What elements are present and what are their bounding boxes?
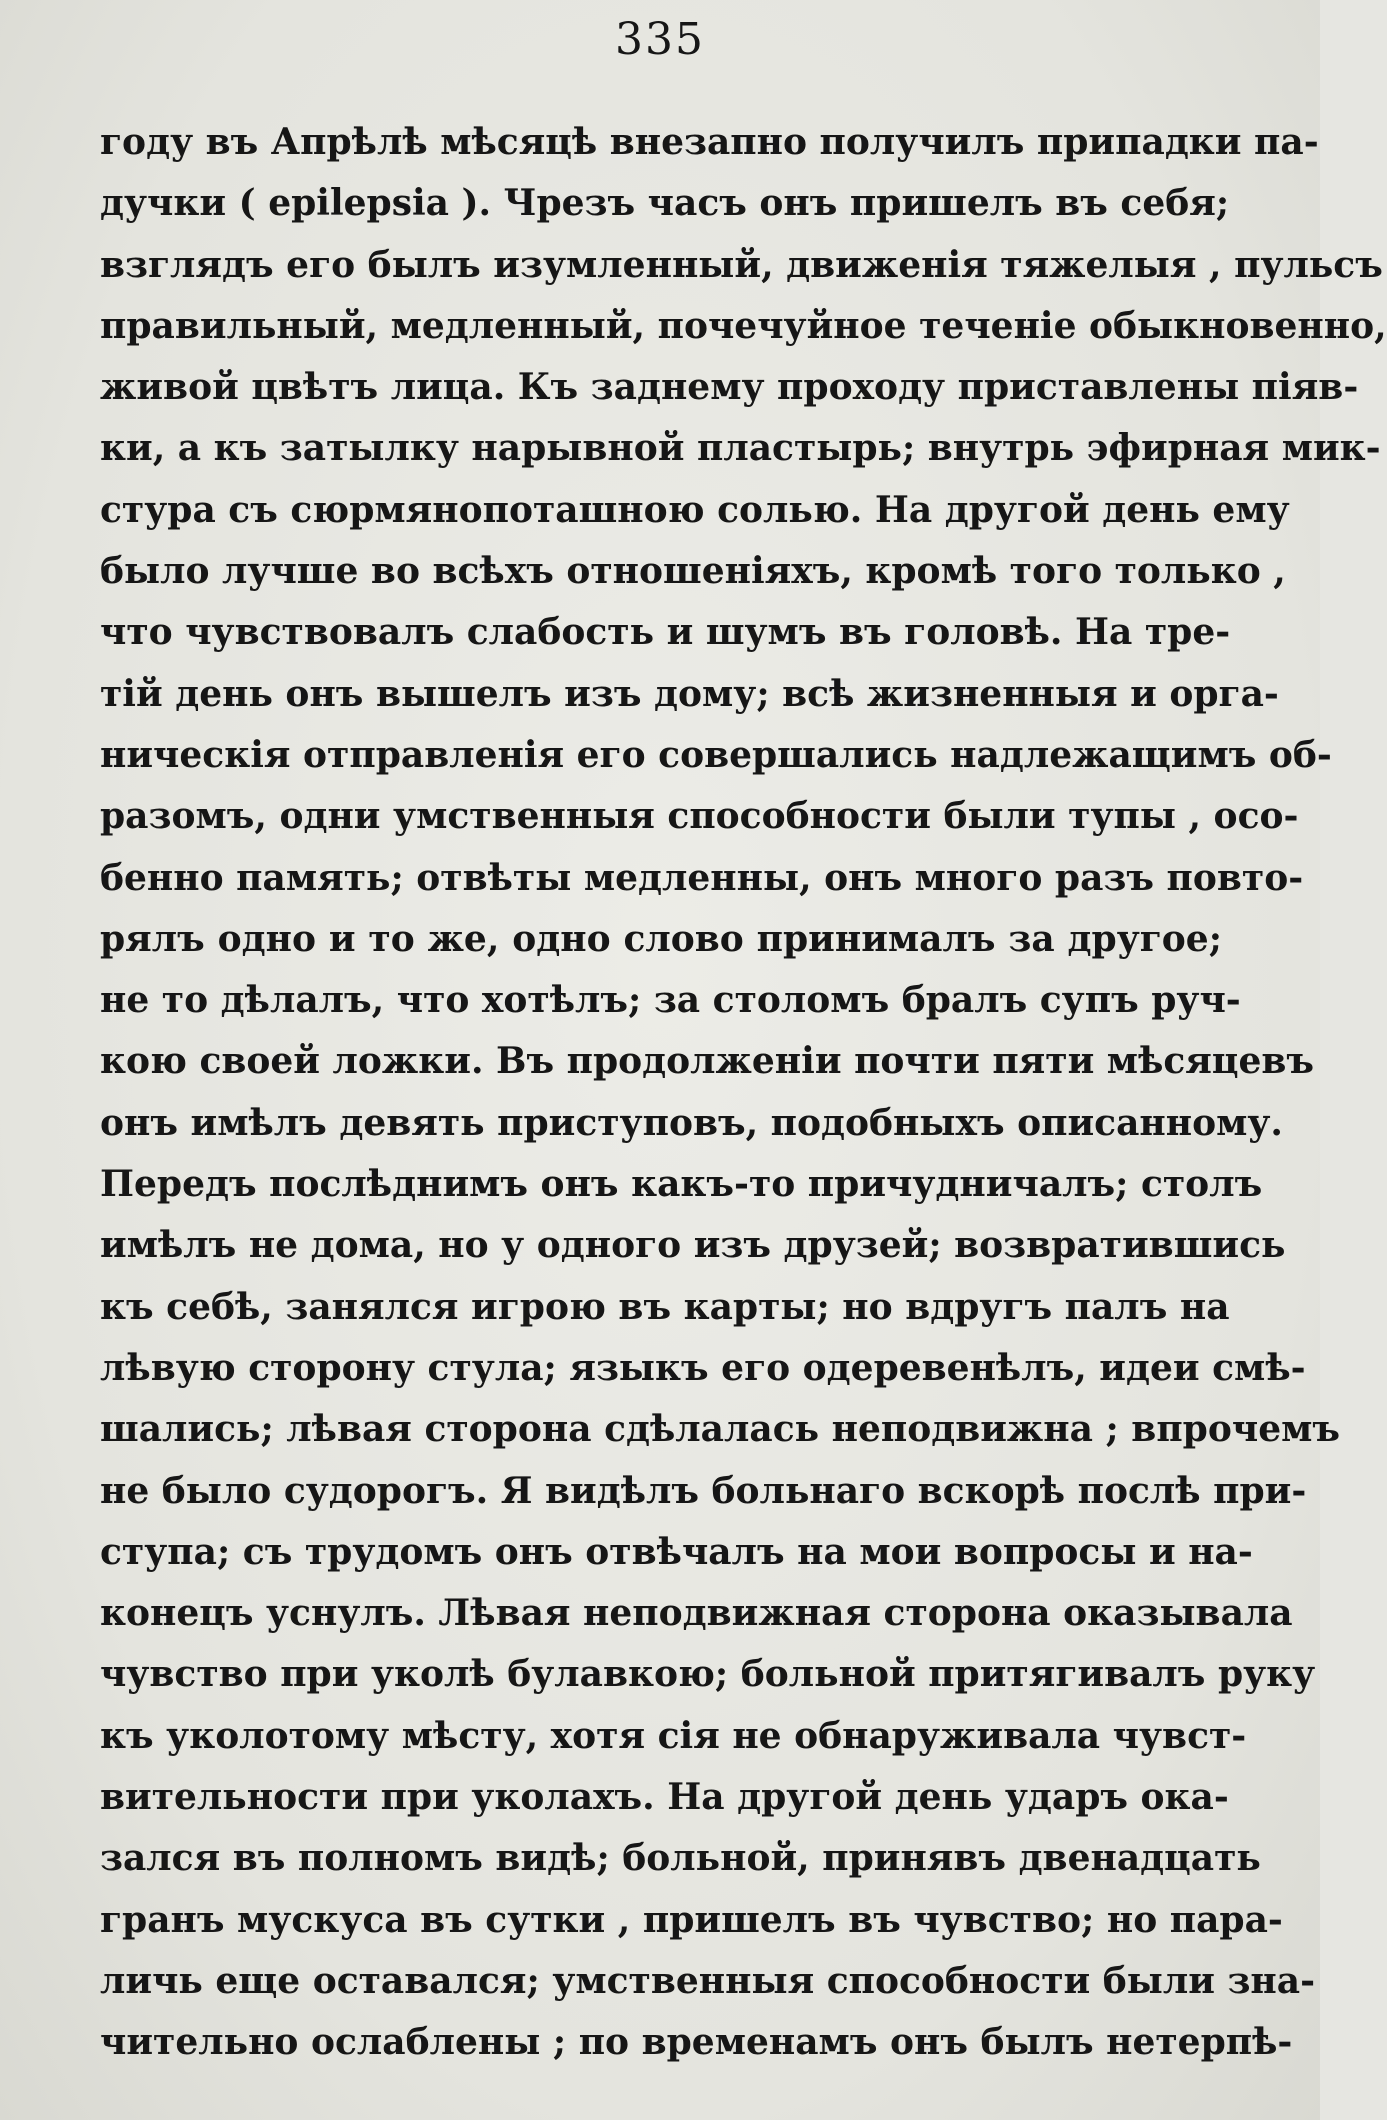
- text-line: Передъ послѣднимъ онъ какъ-то причудничалъ; столъ: [100, 1163, 1263, 1206]
- text-line: вительности при уколахъ. На другой день ударъ ока-: [100, 1776, 1229, 1819]
- text-line: имѣлъ не дома, но у одного изъ друзей; возвратившись: [100, 1224, 1286, 1267]
- text-line: кою своей ложки. Въ продолженіи почти пяти мѣсяцевъ: [100, 1040, 1315, 1083]
- text-line: не было судорогъ. Я видѣлъ больнаго вскорѣ послѣ при-: [100, 1469, 1307, 1512]
- text-line: къ уколотому мѣсту, хотя сія не обнаруживала чувст-: [100, 1714, 1247, 1757]
- text-line: чительно ослаблены ; по временамъ онъ былъ нетерпѣ-: [100, 2021, 1293, 2064]
- text-line: стура съ сюрмянопоташною солью. На другой день ему: [100, 488, 1290, 531]
- text-line: дучки ( epilepsia ). Чрезъ часъ онъ пришелъ въ себя;: [100, 182, 1230, 225]
- text-line: онъ имѣлъ девять приступовъ, подобныхъ описанному.: [100, 1101, 1283, 1144]
- text-line: было лучше во всѣхъ отношеніяхъ, кромѣ того только ,: [100, 550, 1286, 593]
- text-line: живой цвѣтъ лица. Къ заднему проходу приставлены піяв-: [100, 366, 1359, 409]
- text-line: рялъ одно и то же, одно слово принималъ за другое;: [100, 917, 1222, 960]
- text-line: ступа; съ трудомъ онъ отвѣчалъ на мои вопросы и на-: [100, 1530, 1253, 1573]
- text-line: чувство при уколѣ булавкою; больной притягивалъ руку: [100, 1653, 1316, 1696]
- text-line: взглядъ его былъ изумленный, движенія тяжелыя , пульсъ: [100, 243, 1383, 286]
- text-line: ническія отправленія его совершались надлежащимъ об-: [100, 733, 1332, 776]
- text-line: тій день онъ вышелъ изъ дому; всѣ жизненныя и орга-: [100, 672, 1279, 715]
- text-line: конецъ уснулъ. Лѣвая неподвижная сторона оказывала: [100, 1592, 1293, 1635]
- text-line: ки, а къ затылку нарывной пластырь; внутрь эфирная мик-: [100, 427, 1381, 470]
- text-line: зался въ полномъ видѣ; больной, принявъ двенадцать: [100, 1837, 1261, 1880]
- text-line: гранъ мускуса въ сутки , пришелъ въ чувство; но пара-: [100, 1898, 1283, 1941]
- text-line: бенно память; отвѣты медленны, онъ много разъ повто-: [100, 856, 1304, 899]
- text-line: разомъ, одни умственныя способности были тупы , осо-: [100, 795, 1299, 838]
- text-line: шались; лѣвая сторона сдѣлалась неподвижна ; впрочемъ: [100, 1408, 1340, 1451]
- page-number: 335: [615, 14, 705, 65]
- text-line: правильный, медленный, почечуйное теченіе обыкновенно,: [100, 304, 1387, 347]
- text-line: личь еще оставался; умственныя способности были зна-: [100, 1959, 1316, 2002]
- text-line: что чувствовалъ слабость и шумъ въ головѣ. На тре-: [100, 611, 1231, 654]
- text-line: къ себѣ, занялся игрою въ карты; но вдругъ палъ на: [100, 1285, 1230, 1328]
- text-line: году въ Апрѣлѣ мѣсяцѣ внезапно получилъ припадки па-: [100, 121, 1319, 163]
- body-text: [100, 112, 1387, 2074]
- text-line: не то дѣлалъ, что хотѣлъ; за столомъ бралъ супъ руч-: [100, 979, 1241, 1022]
- text-line: лѣвую сторону стула; языкъ его одеревенѣлъ, идеи смѣ-: [100, 1346, 1306, 1389]
